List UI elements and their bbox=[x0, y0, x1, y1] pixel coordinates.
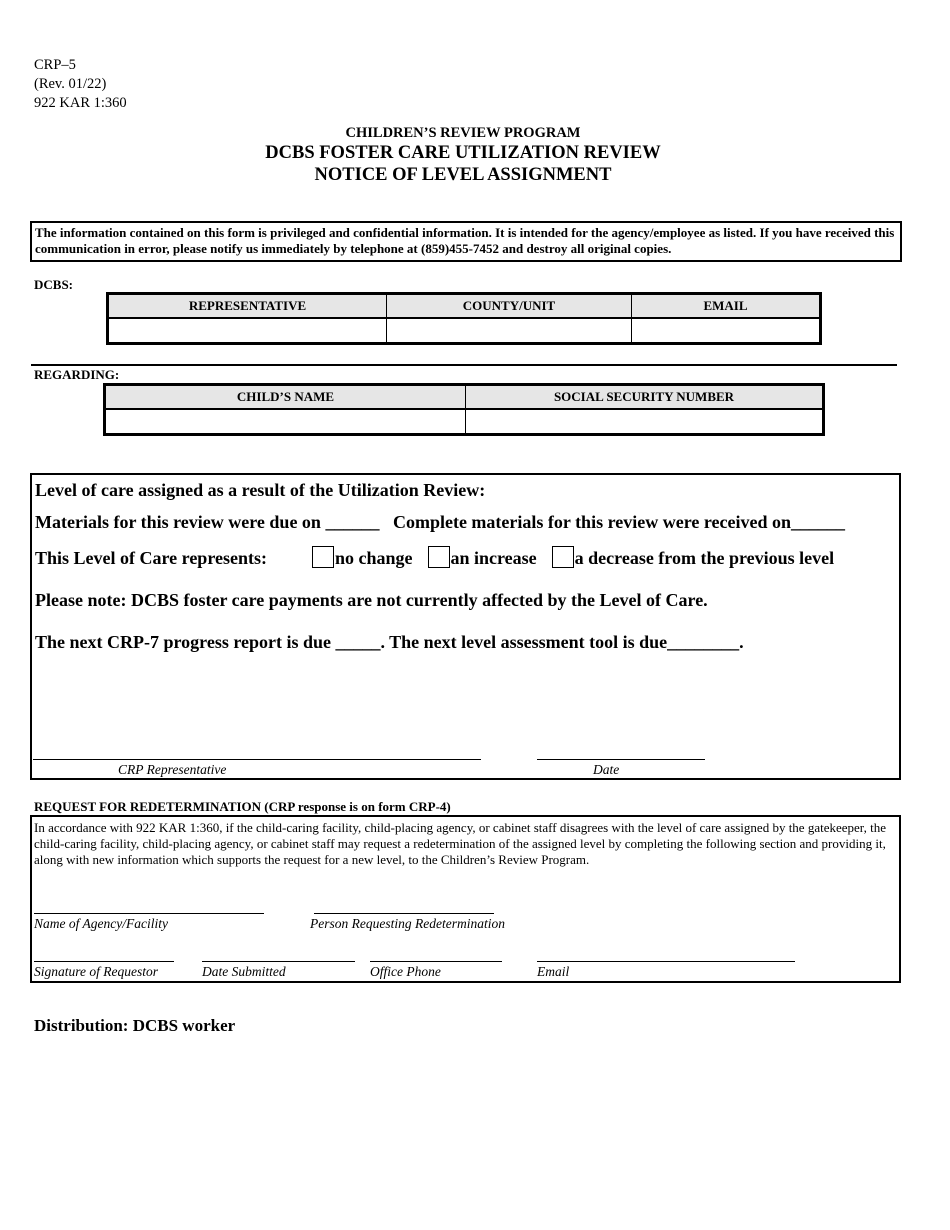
dcbs-header-email: EMAIL bbox=[632, 294, 821, 319]
requestor-signature-line[interactable] bbox=[34, 961, 174, 962]
date-submitted-caption: Date Submitted bbox=[202, 964, 286, 979]
redetermination-instructions: In accordance with 922 KAR 1:360, if the child-caring facility, child-placing agency, or cabinet staff disagrees with the level of care assigned by the gatekeeper, the child-caring facility, child-placing agency, or cabinet staff may request a redetermination of the assigned level by completing the following section and providing it, along with new information which supports the request for a new level, to the Children’s Review Program. bbox=[34, 820, 886, 867]
form-regulation: 922 KAR 1:360 bbox=[34, 95, 127, 111]
payment-note: Please note: DCBS foster care payments are not currently affected by the Level of Care. bbox=[35, 590, 708, 610]
redetermination-section bbox=[30, 815, 901, 983]
dcbs-header-county-unit: COUNTY/UNIT bbox=[387, 294, 632, 319]
no-change-label: no change bbox=[334, 548, 413, 568]
form-number: CRP–5 bbox=[34, 57, 76, 73]
form-titles bbox=[0, 124, 926, 186]
date-submitted-line[interactable] bbox=[202, 961, 355, 962]
review-title: DCBS FOSTER CARE UTILIZATION REVIEW bbox=[265, 143, 661, 163]
form-revision: (Rev. 01/22) bbox=[34, 76, 107, 92]
regarding-table bbox=[103, 383, 825, 436]
person-requesting-line[interactable] bbox=[314, 913, 494, 914]
crp-representative-signature-line[interactable] bbox=[33, 759, 481, 760]
person-requesting-caption: Person Requesting Redetermination bbox=[310, 916, 505, 931]
crp-representative-caption: CRP Representative bbox=[118, 762, 227, 777]
confidentiality-notice: The information contained on this form is privileged and confidential information. It is intended for the agency/employee as listed. If you have received this communication in error, please notify us immediately by telephone at (859)455-7452 and destroy all original copies. bbox=[30, 221, 902, 262]
email-line[interactable] bbox=[537, 961, 795, 962]
crp-date-caption: Date bbox=[593, 762, 620, 777]
decrease-label: a decrease from the previous level bbox=[574, 548, 835, 568]
requestor-signature-caption: Signature of Requestor bbox=[34, 964, 158, 979]
materials-received-text[interactable]: Complete materials for this review were received on______ bbox=[392, 512, 846, 532]
email-caption: Email bbox=[537, 964, 570, 979]
program-title: CHILDREN’S REVIEW PROGRAM bbox=[345, 125, 581, 141]
regarding-header-ssn: SOCIAL SECURITY NUMBER bbox=[466, 385, 824, 410]
level-represents-label: This Level of Care represents: bbox=[35, 548, 267, 568]
decrease-checkbox[interactable] bbox=[552, 546, 574, 568]
redetermination-heading: REQUEST FOR REDETERMINATION (CRP response is on form CRP-4) bbox=[34, 799, 451, 814]
level-change-line bbox=[35, 546, 834, 569]
dcbs-table bbox=[106, 292, 822, 345]
crp-date-line[interactable] bbox=[537, 759, 705, 760]
agency-facility-line[interactable] bbox=[34, 913, 264, 914]
dcbs-header-representative: REPRESENTATIVE bbox=[108, 294, 387, 319]
form-identifier bbox=[34, 56, 127, 113]
no-change-checkbox[interactable] bbox=[312, 546, 334, 568]
materials-line bbox=[35, 512, 845, 533]
regarding-header-child-name: CHILD’S NAME bbox=[105, 385, 466, 410]
dcbs-email-field[interactable] bbox=[632, 318, 821, 344]
dcbs-label: DCBS: bbox=[34, 277, 74, 292]
office-phone-caption: Office Phone bbox=[370, 964, 441, 979]
notice-title: NOTICE OF LEVEL ASSIGNMENT bbox=[314, 165, 612, 185]
materials-due-text[interactable]: Materials for this review were due on ______ bbox=[35, 512, 380, 532]
dcbs-county-unit-field[interactable] bbox=[387, 318, 632, 344]
regarding-label: REGARDING: bbox=[34, 367, 120, 382]
agency-facility-caption: Name of Agency/Facility bbox=[34, 916, 168, 931]
level-of-care-section bbox=[30, 473, 901, 780]
ssn-field[interactable] bbox=[466, 409, 824, 435]
office-phone-line[interactable] bbox=[370, 961, 502, 962]
next-due-line[interactable]: The next CRP-7 progress report is due _____. The next level assessment tool is due________. bbox=[35, 632, 744, 652]
distribution-line: Distribution: DCBS worker bbox=[34, 1016, 236, 1035]
increase-checkbox[interactable] bbox=[428, 546, 450, 568]
child-name-field[interactable] bbox=[105, 409, 466, 435]
increase-label: an increase bbox=[450, 548, 537, 568]
level-of-care-heading: Level of care assigned as a result of the Utilization Review: bbox=[35, 480, 486, 500]
dcbs-representative-field[interactable] bbox=[108, 318, 387, 344]
section-divider bbox=[31, 364, 897, 366]
